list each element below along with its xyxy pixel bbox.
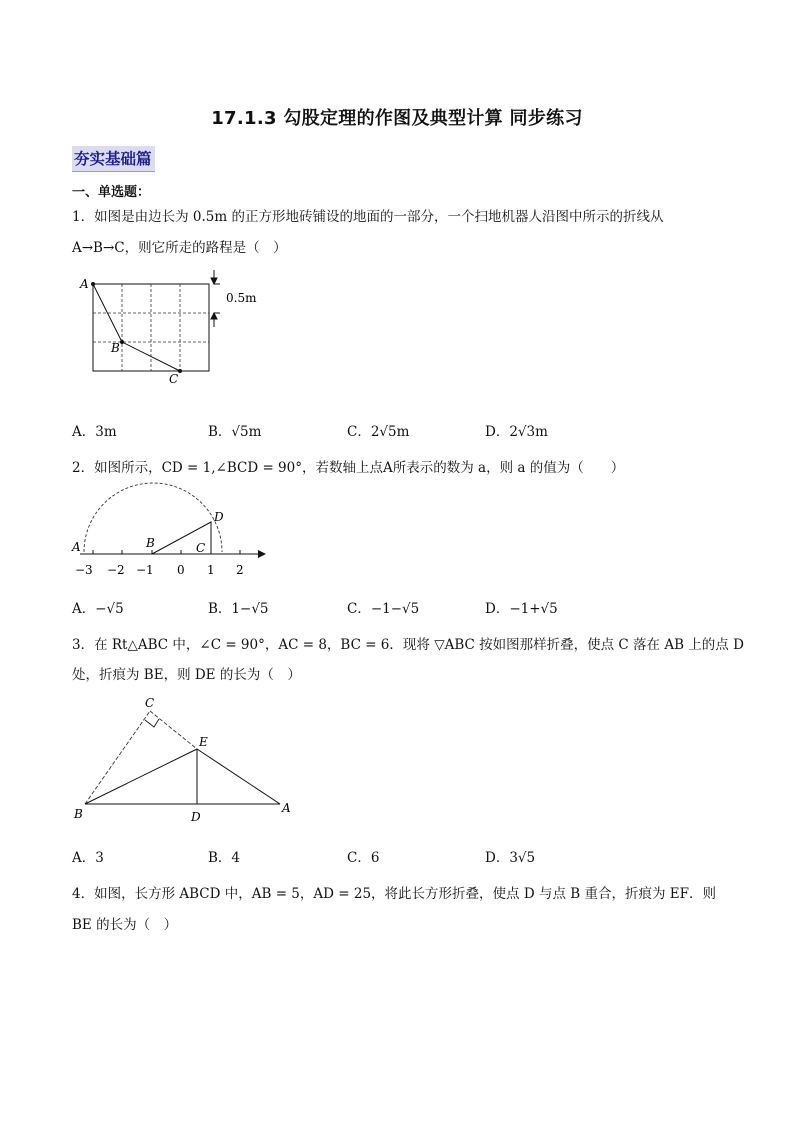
- q1-grid-figure: [72, 270, 272, 400]
- tick-label: −3: [75, 563, 93, 577]
- grid-border: [93, 284, 209, 371]
- q1-text-line1: 1．如图是由边长为 0.5m 的正方形地砖铺设的地面的一部分，一个扫地机器人沿图中所示的折线从: [72, 209, 664, 225]
- q3-fold-triangle-figure: [72, 694, 312, 829]
- tick-label: 0: [177, 563, 185, 577]
- q4-text-line2: BE 的长为（ ）: [72, 917, 178, 933]
- tick-label: −1: [136, 563, 154, 577]
- point-b: [120, 340, 124, 344]
- page-title: 17.1.3 勾股定理的作图及典型计算 同步练习: [211, 108, 583, 129]
- question-type-heading: 一、单选题：: [72, 185, 151, 200]
- label-unit: 0.5m: [226, 291, 257, 305]
- q2-number-line-figure: [72, 484, 272, 579]
- tick-label: 1: [207, 563, 215, 577]
- q1-option-b[interactable]: B．√5m: [208, 424, 262, 440]
- tick-label: −2: [107, 563, 125, 577]
- label-c: C: [145, 696, 155, 710]
- label-d: D: [191, 810, 201, 824]
- tick-label: 2: [236, 563, 244, 577]
- q3-option-b[interactable]: B．4: [208, 850, 241, 866]
- q1-option-c[interactable]: C．2√5m: [347, 424, 410, 440]
- point-a: [91, 282, 95, 286]
- axis-ticks: [93, 550, 240, 554]
- label-e: E: [199, 735, 208, 749]
- label-a: A: [80, 277, 89, 291]
- robot-path: [93, 284, 180, 371]
- label-b: B: [146, 536, 155, 550]
- q2-option-a[interactable]: A．−√5: [72, 601, 124, 617]
- q3-text-line1: 3．在 Rt△ABC 中，∠C = 90°，AC = 8，BC = 6．现将 ▽ABC 按如图那样折叠，使点 C 落在 AB 上的点 D: [72, 637, 744, 653]
- q1-option-a[interactable]: A．3m: [72, 424, 117, 440]
- q1-text-line2: A→B→C，则它所走的路程是（ ）: [72, 240, 287, 256]
- axis-arrow: [258, 550, 266, 558]
- right-angle-mark: [145, 719, 159, 727]
- side-bc-dashed: [85, 711, 150, 804]
- q2-text-line1: 2．如图所示，CD = 1,∠BCD = 90°，若数轴上点A所表示的数为 a，则 a 的值为（ ）: [72, 460, 625, 476]
- side-ce-dashed: [150, 711, 197, 749]
- q1-option-d[interactable]: D．2√3m: [485, 424, 548, 440]
- q4-text-line1: 4．如图，长方形 ABCD 中，AB = 5，AD = 25，将此长方形折叠，使点 D 与点 B 重合，折痕为 EF．则: [72, 886, 716, 902]
- q2-option-c[interactable]: C．−1−√5: [347, 601, 420, 617]
- label-b: B: [111, 341, 120, 355]
- label-c: C: [196, 541, 206, 555]
- q3-text-line2: 处，折痕为 BE，则 DE 的长为（ ）: [72, 667, 301, 683]
- section-title: 夯实基础篇: [72, 146, 155, 172]
- q2-option-d[interactable]: D．−1+√5: [485, 601, 558, 617]
- q3-option-c[interactable]: C．6: [347, 850, 380, 866]
- q3-option-a[interactable]: A．3: [72, 850, 104, 866]
- side-ea: [197, 749, 280, 804]
- label-a: A: [72, 540, 81, 554]
- label-c: C: [169, 372, 179, 386]
- grid-dashed-lines: [93, 284, 209, 371]
- label-d: D: [214, 510, 224, 524]
- q2-option-b[interactable]: B．1−√5: [208, 601, 269, 617]
- dimension-arrows: [211, 270, 220, 327]
- label-a: A: [282, 801, 291, 815]
- q3-option-d[interactable]: D．3√5: [485, 850, 536, 866]
- point-c: [178, 369, 182, 373]
- label-b: B: [74, 807, 83, 821]
- fold-line-be: [85, 749, 197, 804]
